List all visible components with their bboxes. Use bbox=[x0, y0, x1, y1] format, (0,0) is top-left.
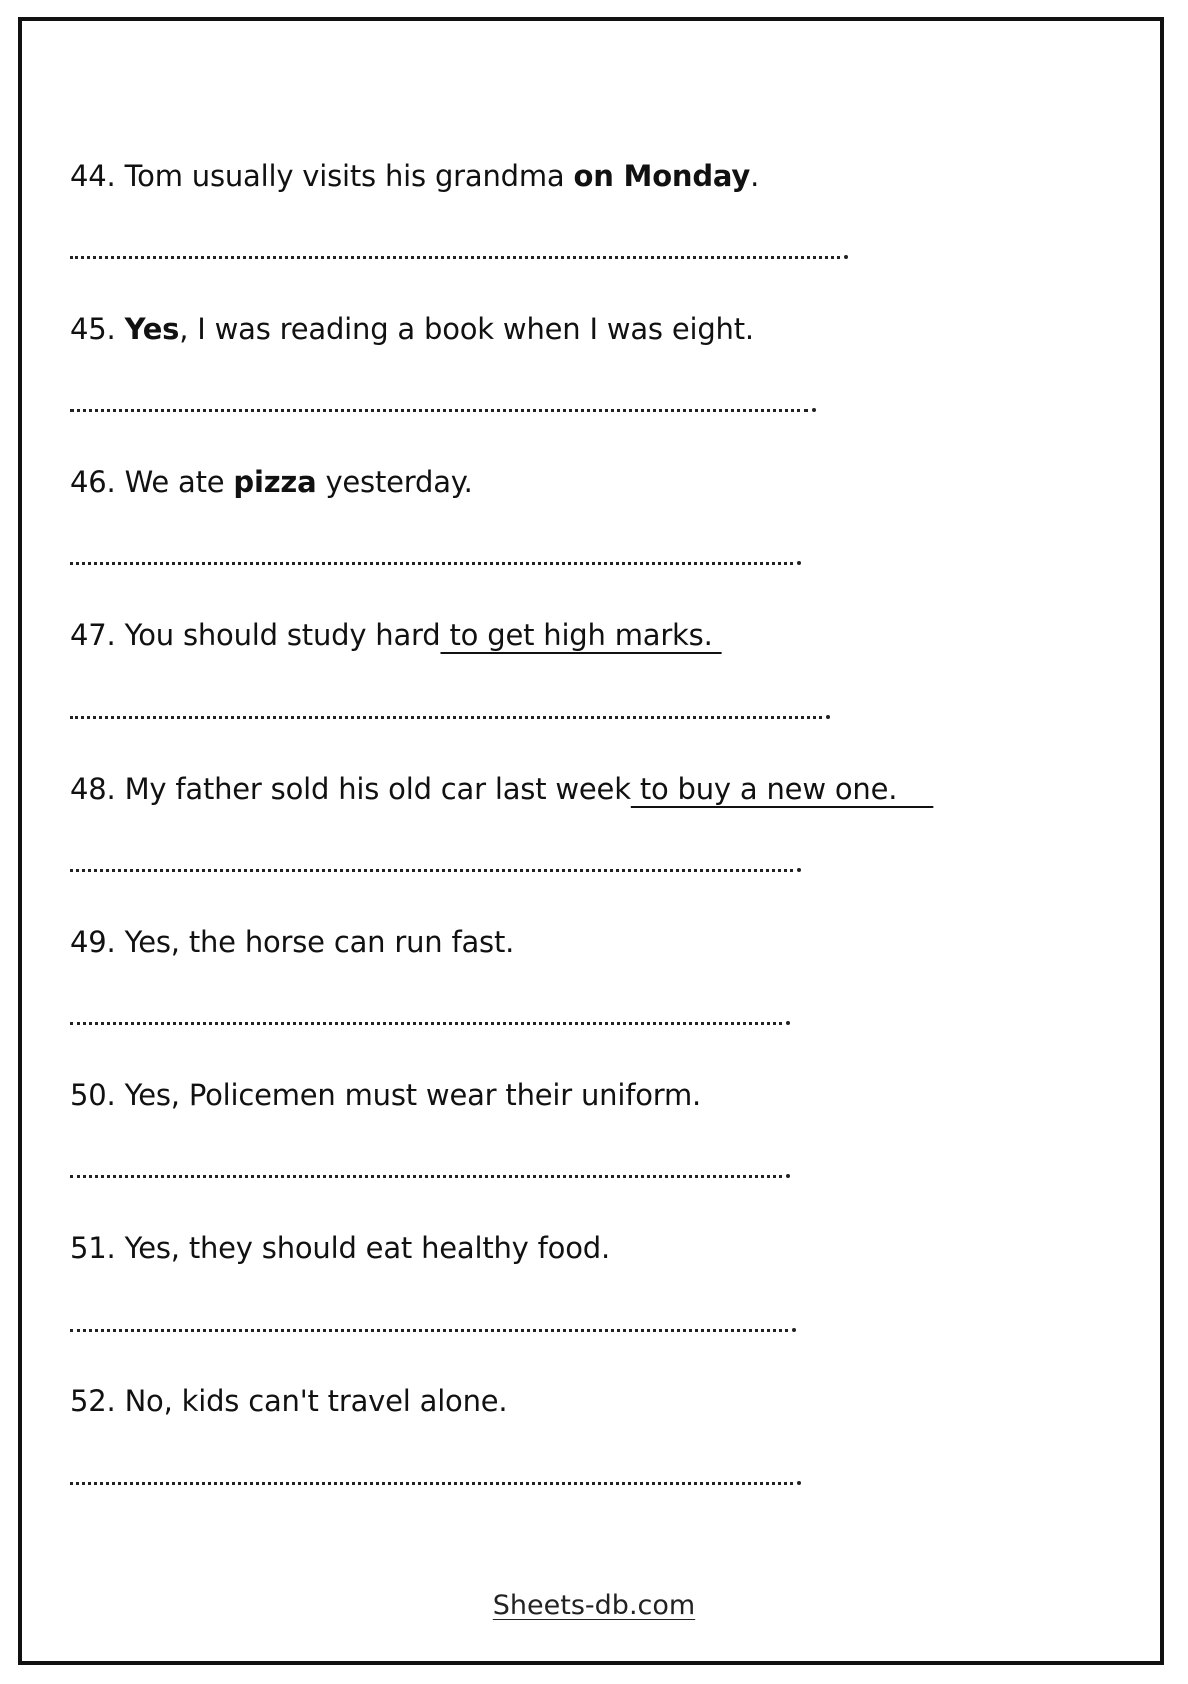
question-number: 52. bbox=[70, 1384, 116, 1418]
answer-blank[interactable] bbox=[70, 1326, 788, 1332]
question-item bbox=[70, 617, 722, 653]
question-item bbox=[70, 1383, 507, 1419]
question-number: 48. bbox=[70, 772, 116, 806]
question-item bbox=[70, 158, 759, 194]
answer-blank-end-dot bbox=[844, 255, 848, 259]
question-text: My father sold his old car last week bbox=[124, 772, 631, 806]
question-number: 50. bbox=[70, 1078, 116, 1112]
question-item bbox=[70, 464, 473, 500]
answer-blank-end-dot bbox=[797, 1481, 801, 1485]
answer-blank-end-dot bbox=[812, 408, 816, 412]
question-text: We ate bbox=[124, 465, 234, 499]
question-item bbox=[70, 771, 933, 807]
answer-blank-end-dot bbox=[792, 1328, 796, 1332]
question-text: Yes, Policemen must wear their uniform. bbox=[124, 1078, 702, 1112]
question-item bbox=[70, 1230, 610, 1266]
question-number: 44. bbox=[70, 159, 116, 193]
question-item bbox=[70, 311, 754, 347]
question-number: 47. bbox=[70, 618, 116, 652]
question-underlined-phrase: to get high marks. bbox=[440, 618, 722, 652]
footer-source-link[interactable]: Sheets-db.com bbox=[492, 1590, 696, 1621]
question-number: 45. bbox=[70, 312, 116, 346]
question-text: Tom usually visits his grandma bbox=[124, 159, 574, 193]
answer-blank[interactable] bbox=[70, 1172, 782, 1178]
question-text: yesterday. bbox=[316, 465, 473, 499]
answer-blank-end-dot bbox=[797, 868, 801, 872]
question-item bbox=[70, 924, 514, 960]
answer-blank-end-dot bbox=[786, 1021, 790, 1025]
answer-blank[interactable] bbox=[70, 713, 822, 719]
answer-blank-end-dot bbox=[826, 715, 830, 719]
question-text: . bbox=[750, 159, 760, 193]
question-keyword: Yes bbox=[124, 312, 180, 346]
answer-blank[interactable] bbox=[70, 1019, 782, 1025]
question-keyword: pizza bbox=[233, 465, 317, 499]
question-underlined-phrase: to buy a new one. bbox=[630, 772, 934, 806]
question-text: No, kids can't travel alone. bbox=[124, 1384, 508, 1418]
question-text: Yes, they should eat healthy food. bbox=[124, 1231, 610, 1265]
question-number: 51. bbox=[70, 1231, 116, 1265]
answer-blank-end-dot bbox=[786, 1174, 790, 1178]
question-text: Yes, the horse can run fast. bbox=[124, 925, 515, 959]
answer-blank-end-dot bbox=[797, 561, 801, 565]
answer-blank[interactable] bbox=[70, 1479, 793, 1485]
question-number: 49. bbox=[70, 925, 116, 959]
answer-blank[interactable] bbox=[70, 253, 840, 259]
question-number: 46. bbox=[70, 465, 116, 499]
question-text: You should study hard bbox=[124, 618, 441, 652]
answer-blank[interactable] bbox=[70, 406, 808, 412]
question-keyword: on Monday bbox=[573, 159, 751, 193]
question-text: , I was reading a book when I was eight. bbox=[179, 312, 754, 346]
answer-blank[interactable] bbox=[70, 866, 793, 872]
question-item bbox=[70, 1077, 701, 1113]
answer-blank[interactable] bbox=[70, 559, 793, 565]
